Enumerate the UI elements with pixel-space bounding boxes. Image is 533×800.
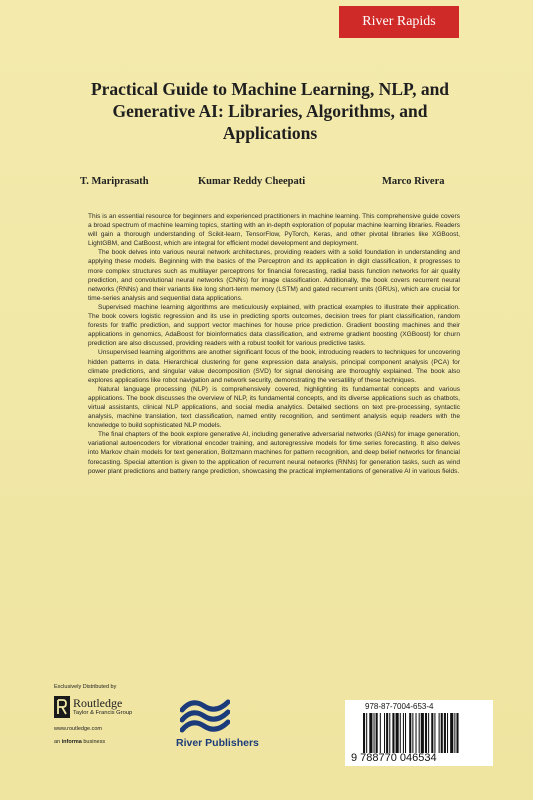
barcode-bar bbox=[450, 713, 453, 753]
book-title: Practical Guide to Machine Learning, NLP, and Generative AI: Libraries, Algorithms, and Applications bbox=[90, 79, 450, 143]
barcode-bar bbox=[444, 713, 446, 753]
isbn-number: 978-87-7004-653-4 bbox=[365, 702, 434, 711]
barcode-bar bbox=[416, 713, 417, 753]
barcode-bar bbox=[421, 713, 424, 753]
barcode-bar bbox=[380, 713, 381, 753]
routledge-subtitle: Taylor & Francis Group bbox=[73, 710, 133, 716]
barcode-bar bbox=[447, 713, 448, 753]
description-paragraph: Unsupervised learning algorithms are another significant focus of the book, introducing readers to techniques for uncovering hidden patterns in data. Hierarchical clustering for gene expression data analysis, principal component analysis (PCA) for climate predictions, and singular value decomposition (SVD) for signal denoising are thoroughly explained. The book also explores applications like robot navigation and network security, demonstrating the versatility of these techniques. bbox=[88, 349, 460, 384]
description-paragraph: This is an essential resource for beginners and experienced practitioners in machine learning. This comprehensive guide covers a broad spectrum of machine learning topics, starting with an in-depth exploration of popular machine learning libraries. Readers will gain a thorough understanding of Scikit-learn, TensorFlow, PyTorch, Keras, and other pivotal libraries like XGBoost, LightGBM, and CatBoost, which are integral for efficient model development and deployment. bbox=[88, 213, 460, 248]
barcode-bar bbox=[389, 713, 390, 753]
barcode-bar bbox=[403, 713, 404, 753]
informa-word: informa bbox=[61, 739, 82, 745]
barcode-bar bbox=[439, 713, 440, 753]
river-publishers-logo bbox=[176, 696, 259, 756]
author-1: T. Mariprasath bbox=[80, 176, 149, 187]
barcode-bar bbox=[366, 713, 367, 753]
barcode-bar bbox=[456, 713, 458, 753]
barcode bbox=[363, 713, 489, 753]
river-publishers-logo-icon bbox=[180, 696, 230, 734]
barcode-bar bbox=[405, 713, 406, 753]
barcode-bar bbox=[396, 713, 399, 753]
distribution-label: Exclusively Distributed by bbox=[54, 684, 117, 690]
barcode-bar bbox=[369, 713, 372, 753]
informa-line: an informa business bbox=[54, 739, 106, 745]
routledge-name: Routledge bbox=[73, 696, 123, 710]
author-2: Kumar Reddy Cheepati bbox=[198, 176, 306, 187]
barcode-bar bbox=[376, 713, 378, 753]
description-paragraph: Supervised machine learning algorithms are meticulously explained, with practical examples to illustrate their application. The book covers logistic regression and its use in predicting sports outcomes, decision trees for plant classification, random forests for traffic prediction, and support vector machines for house price prediction. Gradient boosting machines and their applications in genomics, AdaBoost for bioinformatics data classification, and extreme gradient boosting (XGBoost) for churn prediction are also discussed, providing readers with a robust toolkit for various predictive tasks. bbox=[88, 303, 460, 348]
barcode-bar bbox=[425, 713, 427, 753]
book-description bbox=[88, 212, 460, 476]
publisher-tag-label: River Rapids bbox=[362, 14, 436, 29]
barcode-bar bbox=[409, 713, 411, 753]
barcode-bar bbox=[454, 713, 455, 753]
description-paragraph: The book delves into various neural network architectures, providing readers with a solid foundation in understanding and applying these models. Beginning with the basics of the Perceptron and its application in digit classification, it progresses to more complex structures such as multilayer perceptrons for financial forecasting, radial basis function networks for air quality prediction, and convolutional neural networks (CNNs) for image classification. Additionally, the book covers recurrent neural networks (RNNs) and their variants like long short-term memory (LSTM) and gated recurrent units (GRUs), which are crucial for time-series analysis and sequential data applications. bbox=[88, 249, 460, 302]
barcode-digits: 9 788770 046534 bbox=[351, 752, 437, 764]
routledge-url: www.routledge.com bbox=[54, 726, 102, 732]
barcode-bar bbox=[419, 713, 420, 753]
barcode-bar bbox=[412, 713, 413, 753]
routledge-logo-icon bbox=[54, 696, 70, 718]
publisher-tag bbox=[339, 6, 459, 38]
barcode-bar bbox=[374, 713, 375, 753]
barcode-bar bbox=[384, 713, 385, 753]
barcode-bar bbox=[434, 713, 435, 753]
description-paragraph: The final chapters of the book explore generative AI, including generative adversarial networks (GANs) for image generation, variational autoencoders for vibrational encoder training, and autoregressive models for time series forecasting. It also delves into Markov chain models for text generation, Boltzmann machines for pattern recognition, and deep belief networks for financial forecasting. Special attention is given to the application of recurrent neural networks (RNNs) for generation tasks, such as wind power plant predictions and battery range prediction, showcasing the practical implementations of generative AI in various fields. bbox=[88, 431, 460, 475]
barcode-bar bbox=[386, 713, 388, 753]
barcode-bar bbox=[431, 713, 433, 753]
barcode-bar bbox=[441, 713, 443, 753]
river-publishers-name: River Publishers bbox=[176, 737, 259, 749]
barcode-bar bbox=[428, 713, 429, 753]
barcode-bar bbox=[400, 713, 401, 753]
barcode-bar bbox=[363, 713, 365, 753]
isbn-barcode bbox=[345, 700, 493, 766]
barcode-bar bbox=[392, 713, 394, 753]
author-3: Marco Rivera bbox=[382, 176, 445, 187]
authors bbox=[80, 176, 480, 190]
description-paragraph: Natural language processing (NLP) is comprehensively covered, highlighting its fundamental concepts and various applications. The book discusses the overview of NLP, its fundamental concepts, and its diverse applications such as chatbots, virtual assistants, clinical NLP applications, and social media analytics. Detailed sections on text pre-processing, syntactic analysis, machine translation, text classification, named entity recognition, and sentiment analysis equip readers with the knowledge to build sophisticated NLP models. bbox=[88, 385, 460, 430]
